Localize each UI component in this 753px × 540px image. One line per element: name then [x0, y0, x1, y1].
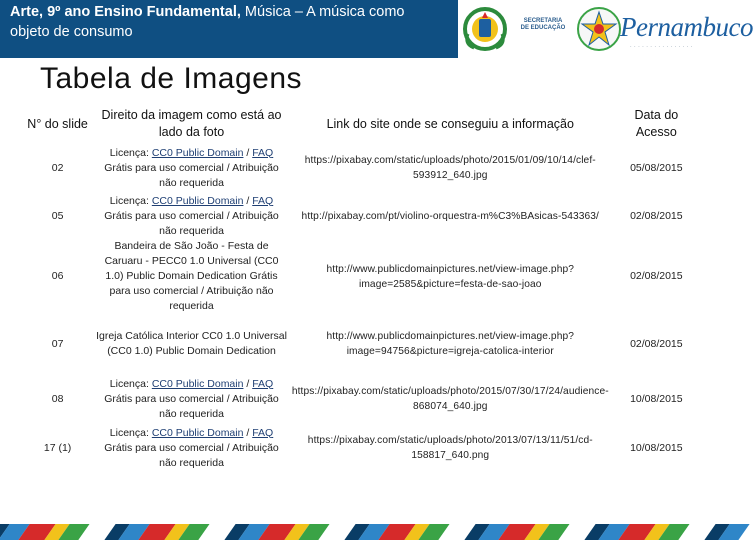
link-cell: http://www.publicdomainpictures.net/view-image.php?image=2585&picture=festa-de-sao-joao — [326, 263, 574, 290]
rights-cell: Licença: CC0 Public Domain / FAQ Grátis para uso comercial / Atribuição não requerida — [104, 194, 279, 237]
license-link[interactable]: CC0 Public Domain — [151, 146, 244, 159]
slide-cell: 02 — [51, 161, 64, 174]
license-link[interactable]: CC0 Public Domain — [151, 426, 244, 439]
page-title: Tabela de Imagens — [40, 62, 303, 95]
table-row — [22, 193, 702, 239]
slide-cell: 06 — [51, 270, 64, 282]
slide-cell: 05 — [51, 209, 64, 222]
header-title — [10, 2, 430, 42]
table-row — [22, 143, 702, 193]
government-logo — [458, 0, 753, 58]
header-title-rest: Música – A música como objeto de consumo — [10, 4, 405, 40]
faq-link[interactable]: FAQ — [252, 146, 274, 159]
faq-link[interactable]: FAQ — [252, 377, 274, 390]
faq-link[interactable]: FAQ — [252, 194, 274, 207]
secretaria-label: SECRETARIA DE EDUCAÇÃO — [520, 18, 566, 31]
state-seal-icon — [576, 6, 622, 52]
table-row — [22, 239, 702, 314]
license-link[interactable]: CC0 Public Domain — [151, 377, 244, 390]
images-table — [22, 105, 702, 472]
date-cell: 02/08/2015 — [630, 209, 683, 222]
table-row — [22, 314, 702, 374]
date-cell: 05/08/2015 — [630, 161, 683, 174]
table-row — [22, 424, 702, 472]
slide-cell: 08 — [51, 392, 64, 405]
link-cell: http://pixabay.com/pt/violino-orquestra-m%C3%BAsicas-543363/ — [301, 210, 599, 222]
license-link[interactable]: CC0 Public Domain — [151, 194, 244, 207]
header-slide: N° do slide — [27, 116, 88, 131]
link-cell: https://pixabay.com/static/uploads/photo/2015/07/30/17/24/audience-868074_640.jpg — [291, 386, 609, 412]
header-title-bold: Arte, 9º ano Ensino Fundamental, — [10, 4, 241, 20]
slide-cell: 07 — [51, 337, 64, 350]
faq-link[interactable]: FAQ — [252, 426, 274, 439]
rights-cell: Igreja Católica Interior CC0 1.0 Universal (CC0 1.0) Public Domain Dedication — [96, 330, 287, 357]
table-header-row — [22, 105, 702, 143]
pernambuco-wordmark: Pernambuco — [620, 12, 753, 42]
header-date: Data do Acesso — [634, 108, 679, 139]
link-cell: http://www.publicdomainpictures.net/view-image.php?image=94756&picture=igreja-catolica-interior — [326, 331, 574, 357]
link-cell: https://pixabay.com/static/uploads/photo/2013/07/13/11/51/cd-158817_640.png — [307, 435, 593, 461]
header-rights: Direito da imagem como está ao lado da foto — [101, 108, 282, 139]
wordmark-tagline: · · · · · · · · · · · · · · · · — [630, 44, 693, 50]
date-cell: 10/08/2015 — [630, 441, 683, 454]
pernambuco-crest-icon — [460, 4, 510, 54]
date-cell: 02/08/2015 — [630, 270, 683, 282]
date-cell: 10/08/2015 — [630, 392, 683, 405]
table-row — [22, 374, 702, 424]
rights-cell: Licença: CC0 Public Domain / FAQ Grátis para uso comercial / Atribuição não requerida — [104, 426, 279, 469]
rights-cell: Licença: CC0 Public Domain / FAQ Grátis para uso comercial / Atribuição não requerida — [104, 146, 279, 189]
footer-stripes — [0, 524, 720, 540]
rights-cell: Bandeira de São João - Festa de Caruaru - PECC0 1.0 Universal (CC0 1.0) Public Domain Dedication Grátis para uso comercial / Atribuição não requerida — [104, 240, 279, 312]
date-cell: 02/08/2015 — [630, 337, 683, 350]
rights-cell: Licença: CC0 Public Domain / FAQ Grátis para uso comercial / Atribuição não requerida — [104, 377, 279, 420]
slide-cell: 17 (1) — [43, 441, 72, 454]
header-link: Link do site onde se conseguiu a informação — [326, 116, 574, 131]
link-cell: https://pixabay.com/static/uploads/photo/2015/01/09/10/14/clef-593912_640.jpg — [304, 155, 596, 181]
